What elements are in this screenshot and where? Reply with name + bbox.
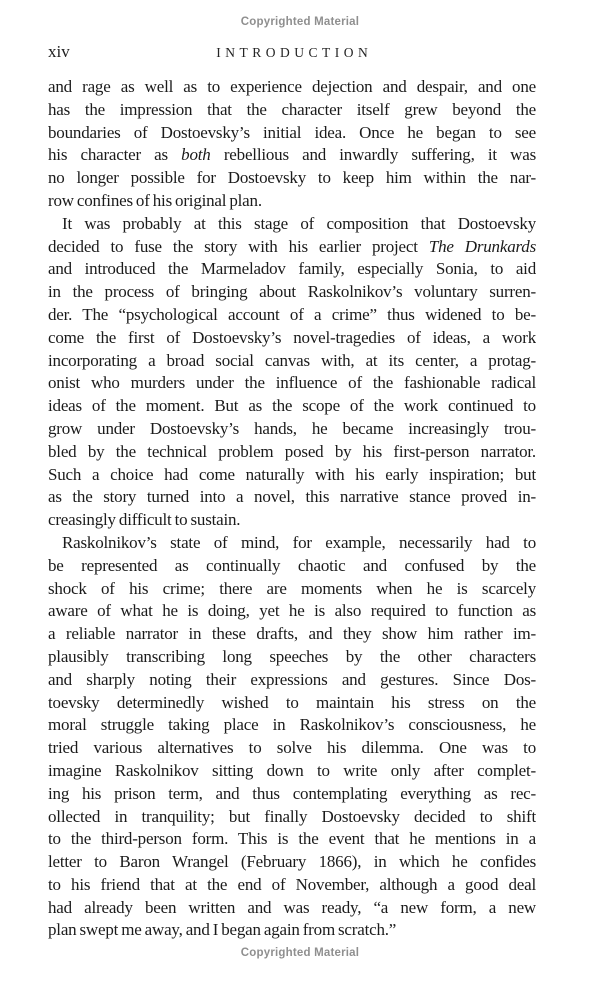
text-line: and introduced the Marmeladov family, especially Sonia, to aid xyxy=(48,259,536,279)
text-line: letter to Baron Wrangel (February 1866), in which he confides xyxy=(48,852,536,872)
text-line: row confines of his original plan. xyxy=(48,190,262,210)
text-line: ing his prison term, and thus contemplating everything as rec- xyxy=(48,783,536,803)
italic-text: The Drunkards xyxy=(428,236,536,256)
text-line: Raskolnikov’s state of mind, for example, necessarily had to xyxy=(62,532,536,552)
text-line: moral struggle taking place in Raskolnikov’s consciousness, he xyxy=(48,715,536,735)
text-line: his character as both rebellious and inwardly suffering, it was xyxy=(48,145,536,165)
copyright-notice-bottom: Copyrighted Material xyxy=(240,947,360,959)
text-line: a reliable narrator in these drafts, and they show him rather im- xyxy=(48,624,536,644)
text-line: imagine Raskolnikov sitting down to write only after complet- xyxy=(48,760,536,780)
page-number: xiv xyxy=(48,42,70,61)
text-line: creasingly difficult to sustain. xyxy=(48,510,241,530)
text-line: Such a choice had come naturally with his early inspiration; but xyxy=(48,464,536,484)
text-line: ideas of the moment. But as the scope of the work continued to xyxy=(48,396,536,416)
text-line: has the impression that the character itself grew beyond the xyxy=(48,99,536,119)
text-line: toevsky determinedly wished to maintain his stress on the xyxy=(48,692,536,712)
text-line: der. The “psychological account of a crime” thus widened to be- xyxy=(48,304,536,324)
text-line: to the third-person form. This is the event that he mentions in a xyxy=(48,829,536,849)
text-line: incorporating a broad social canvas with, at its center, a protag- xyxy=(48,350,536,370)
text-line: plan swept me away, and I began again from scratch.” xyxy=(48,920,397,940)
italic-text: both xyxy=(181,145,211,165)
text-line: had already been written and was ready, “a new form, a new xyxy=(48,897,536,917)
running-head: INTRODUCTION xyxy=(216,45,373,60)
body-text xyxy=(48,76,536,942)
text-line: plausibly transcribing long speeches by the other characters xyxy=(48,646,536,666)
text-line: boundaries of Dostoevsky’s initial idea. Once he began to see xyxy=(48,122,536,142)
text-line: be represented as continually chaotic and confused by the xyxy=(48,555,536,575)
copyright-notice-top: Copyrighted Material xyxy=(240,16,360,28)
text-line: in the process of bringing about Raskolnikov’s voluntary surren- xyxy=(48,282,536,302)
text-line: onist who murders under the influence of the fashionable radical xyxy=(48,373,536,393)
text-line: ollected in tranquility; but finally Dostoevsky decided to shift xyxy=(48,806,536,826)
text-line: and sharply noting their expressions and gestures. Since Dos- xyxy=(48,669,536,689)
text-line: come the first of Dostoevsky’s novel-tragedies of ideas, a work xyxy=(48,327,536,347)
text-line: aware of what he is doing, yet he is also required to function as xyxy=(48,601,536,621)
text-line: to his friend that at the end of November, although a good deal xyxy=(48,874,536,894)
text-line: shock of his crime; there are moments when he is scarcely xyxy=(48,578,536,598)
text-line: It was probably at this stage of composition that Dostoevsky xyxy=(62,213,536,233)
text-line: as the story turned into a novel, this narrative stance proved in- xyxy=(48,487,536,507)
text-line: tried various alternatives to solve his dilemma. One was to xyxy=(48,738,536,758)
text-line: and rage as well as to experience dejection and despair, and one xyxy=(48,77,536,96)
text-line: no longer possible for Dostoevsky to keep him within the nar- xyxy=(48,168,536,188)
text-line: bled by the technical problem posed by his first-person narrator. xyxy=(48,441,536,461)
text-line: decided to fuse the story with his earlier project The Drunkards xyxy=(48,236,536,256)
text-line: grow under Dostoevsky’s hands, he became increasingly trou- xyxy=(48,418,536,438)
